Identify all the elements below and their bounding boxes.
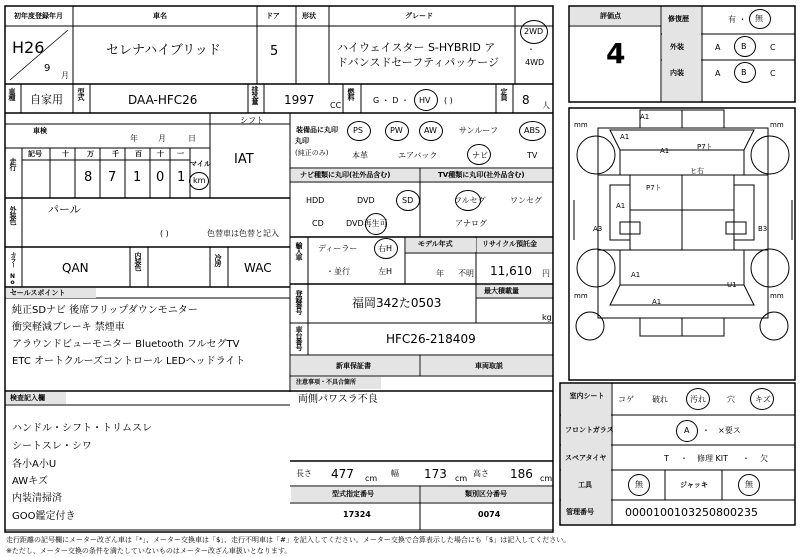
type-no-label: 型式指定番号 xyxy=(332,490,374,498)
mileage-digit-1: 7 xyxy=(108,170,117,185)
model-year-label: モデル年式 xyxy=(418,240,453,248)
repair-none: 無 xyxy=(755,14,763,23)
grade-line2: ドバンスドセーフティパッケージ xyxy=(337,56,500,69)
import-dealer: ディーラー xyxy=(318,244,358,253)
type-no: 17324 xyxy=(343,510,371,519)
sales-line-2: アラウンドビューモニター Bluetooth フルセグTV xyxy=(12,339,240,350)
shaken-label: 車検 xyxy=(33,127,47,135)
shift-label: シフト xyxy=(240,116,264,125)
glass-a: A xyxy=(684,426,690,435)
ext-grade-b: B xyxy=(741,42,747,51)
equip-label: 装備品に丸印 xyxy=(296,126,338,134)
mileage-digit-0: 8 xyxy=(84,170,93,185)
tv-analog: アナログ xyxy=(455,219,487,228)
equip-sunroof: サンルーフ xyxy=(459,126,498,135)
equip-label-2: 丸印 xyxy=(295,137,309,145)
shape-label: 形状 xyxy=(302,12,316,20)
inspector-line-1: シートスレ・シワ xyxy=(12,441,92,452)
capacity-unit: 人 xyxy=(542,101,550,110)
plate-label: 登録番号 xyxy=(295,290,303,314)
sales-line-0: 純正SDナビ 後席フリップダウンモニター xyxy=(12,305,198,316)
color-value: パール xyxy=(48,203,81,216)
import-label: 輸入車 xyxy=(295,242,303,260)
mm-label: mm xyxy=(574,292,588,300)
height-unit: cm xyxy=(540,474,553,483)
glass-replace: ×要ス xyxy=(718,426,741,435)
equip-sub: (純正のみ) xyxy=(295,149,329,157)
digit-label-3: 百 xyxy=(135,150,142,158)
doors-label: ドア xyxy=(266,12,280,20)
max-load-label: 最大積載量 xyxy=(484,287,519,295)
score-label: 評価点 xyxy=(600,12,621,20)
seat-hole: 穴 xyxy=(727,395,735,404)
drive-4wd: 4WD xyxy=(525,58,545,67)
equip-abs: ABS xyxy=(524,126,540,135)
usage-label: 車種 xyxy=(8,88,16,100)
interior-label: 内装 xyxy=(670,69,684,77)
ext-grade-c: C xyxy=(770,43,776,52)
equip-tv: TV xyxy=(527,151,538,160)
jack-label: ジャッキ xyxy=(680,481,708,489)
spare-label: スペアタイヤ xyxy=(565,454,607,462)
door-count: 5 xyxy=(270,44,279,59)
glass-dot: ・ xyxy=(702,426,710,435)
mileage-label: 走行 xyxy=(9,158,17,170)
colorno-label: カラー No. xyxy=(9,252,16,291)
dmg-mark: P7ト xyxy=(697,143,713,151)
drive-2wd: 2WD xyxy=(524,27,544,36)
inspector-line-4: 内装清掃済 xyxy=(12,493,62,504)
dmg-mark: B3 xyxy=(758,225,768,233)
dmg-mark: A3 xyxy=(593,225,603,233)
nav-sd: SD xyxy=(402,196,414,205)
max-load-unit: kg xyxy=(542,313,552,322)
tv-type-label: TV種類に丸印(社外品含む) xyxy=(438,171,525,179)
dmg-mark: A1 xyxy=(640,113,650,121)
tv-fullseg: フルセグ xyxy=(454,196,486,205)
tools-none: 無 xyxy=(635,480,643,489)
shift-value: IAT xyxy=(234,152,254,167)
tv-oneseg: ワンセグ xyxy=(510,196,542,205)
footer-note-1: 走行距離の記号欄にメーター改ざん車は「*」、メーター交換車は「$」、走行不明車は「#」を記入してください。メーター交換で合算表示した場合にも「$」は記入してください。 xyxy=(6,536,571,544)
fuel-options: G ・ D ・ xyxy=(373,96,409,105)
mgmt-number: 0000100103250800235 xyxy=(625,506,758,519)
equip-aw: AW xyxy=(424,126,437,135)
dmg-mark: P7ト xyxy=(646,184,662,192)
inspector-line-0: ハンドル・シフト・トリムスレ xyxy=(12,423,152,434)
jack-none: 無 xyxy=(745,480,753,489)
mm-label: mm xyxy=(770,121,784,129)
int-grade-a: A xyxy=(715,69,721,78)
capacity-label: 定員 xyxy=(500,88,508,100)
capacity: 8 xyxy=(522,93,530,107)
recycle-yen: 円 xyxy=(542,269,550,278)
seat-scorch: コゲ xyxy=(618,395,634,404)
nav-dvd: DVD xyxy=(357,196,375,205)
spare-dot2: ・ xyxy=(742,454,750,463)
mm-label: mm xyxy=(574,121,588,129)
inspector-line-3: AWキズ xyxy=(12,476,48,487)
length-unit: cm xyxy=(365,474,378,483)
height-label: 高さ xyxy=(473,469,489,478)
fuel-label: 燃料 xyxy=(347,88,355,100)
spare-t: T xyxy=(664,454,669,463)
nav-dvdplay: DVD再生可 xyxy=(346,219,388,228)
model-year-unit: 年 xyxy=(436,269,444,278)
digit-label-0: 十 xyxy=(62,150,69,158)
manual-label: 車両取説 xyxy=(475,362,503,370)
dmg-mark: A1 xyxy=(616,202,626,210)
seat-scratch: キズ xyxy=(755,395,771,404)
cooling-value: WAC xyxy=(244,261,272,275)
width-value: 173 xyxy=(424,467,447,481)
interior-seat-label: 室内シート xyxy=(569,392,605,400)
tools-label: 工具 xyxy=(578,481,592,489)
frame-number: HFC26-218409 xyxy=(386,332,476,346)
month-unit: 月 xyxy=(61,71,69,80)
inspector-line-2: 各小A小U xyxy=(12,459,57,470)
spare-dot1: ・ xyxy=(680,454,688,463)
interior-color-label: 内装色 xyxy=(134,252,142,270)
class-no: 0074 xyxy=(478,510,501,519)
equip-ps: PS xyxy=(353,126,363,135)
shaken-month-unit: 月 xyxy=(158,134,166,143)
ext-grade-a: A xyxy=(715,43,721,52)
equip-leather: 本革 xyxy=(352,151,368,160)
fuel-hv: HV xyxy=(419,96,431,105)
warranty-label: 新車保証書 xyxy=(336,362,371,370)
recycle-label: リサイクル預託金 xyxy=(482,240,538,248)
repair-label: 修復歴 xyxy=(668,15,689,23)
equip-pw: PW xyxy=(390,126,403,135)
usage: 自家用 xyxy=(30,93,63,106)
model-label: 型式 xyxy=(77,88,85,100)
plate-number: 福岡342た0503 xyxy=(352,296,442,310)
cooling-label: 冷房 xyxy=(214,254,222,266)
model-code: DAA-HFC26 xyxy=(128,93,198,107)
footer-note-2: ※ただし、メーター交換の条件を満たしていないものはメーター改ざん車扱いとなります。 xyxy=(6,547,292,555)
dmg-mark: A1 xyxy=(660,147,670,155)
spare-none: 欠 xyxy=(760,454,768,463)
sales-line-3: ETC オートクルーズコントロール LEDヘッドライト xyxy=(12,356,246,367)
int-grade-c: C xyxy=(770,69,776,78)
digit-label-2: 千 xyxy=(112,150,119,158)
nav-hdd: HDD xyxy=(306,196,325,205)
dmg-mark: ヒ右 xyxy=(690,167,704,175)
colorno-value: QAN xyxy=(62,261,89,275)
grade-line1: ハイウェイスター S-HYBRID ア xyxy=(337,41,496,54)
equip-airbag: エアバック xyxy=(398,151,438,160)
color-note: 色替車は色替と記入 xyxy=(207,229,279,238)
frame-label: 車台番号 xyxy=(295,326,303,350)
mile-label: マイル xyxy=(190,160,211,168)
dmg-mark: A1 xyxy=(652,298,662,306)
import-parallel: ・並行 xyxy=(326,267,350,276)
color-label: 外装色 xyxy=(9,206,17,224)
inspector-label: 検査記入欄 xyxy=(10,394,45,402)
seat-stain: 汚れ xyxy=(690,395,706,404)
notes-value: 両側パワスラ不良 xyxy=(298,394,378,405)
first-reg-label: 初年度登録年月 xyxy=(14,12,63,20)
import-right: 右H xyxy=(378,244,393,253)
nav-type-label: ナビ種類に丸印(社外品含む) xyxy=(300,171,391,179)
class-no-label: 類別区分番号 xyxy=(465,490,507,498)
dmg-mark: A1 xyxy=(631,271,641,279)
mileage-digit-2: 1 xyxy=(133,170,142,185)
digit-label-4: 十 xyxy=(157,150,164,158)
seat-tear: 破れ xyxy=(652,395,668,404)
first-reg-era: H26 xyxy=(12,38,45,57)
mileage-digit-3: 0 xyxy=(156,170,165,185)
height-value: 186 xyxy=(510,467,533,481)
displacement: 1997 xyxy=(284,93,315,107)
digit-label-5: 一 xyxy=(177,150,184,158)
mgmt-label: 管理番号 xyxy=(566,508,594,516)
spare-kit: 修理 KIT xyxy=(697,454,729,463)
int-grade-b: B xyxy=(741,68,747,77)
km-label: km xyxy=(193,176,206,185)
disp-unit: CC xyxy=(330,101,342,110)
inspector-line-5: GOO鑑定付き xyxy=(12,511,76,522)
mileage-digit-4: 1 xyxy=(177,170,186,185)
import-left: 左H xyxy=(378,267,393,276)
sales-label: セールスポイント xyxy=(10,289,66,297)
displacement-label: 排気量 xyxy=(251,86,259,104)
nav-cd: CD xyxy=(312,219,324,228)
fuel-other: ( ) xyxy=(444,96,453,105)
repair-yes: 有 ・ xyxy=(728,15,747,24)
first-reg-month: 9 xyxy=(44,63,51,74)
notes-label: 注意事項・不具合箇所 xyxy=(296,379,357,386)
car-name: セレナハイブリッド xyxy=(106,43,221,58)
shaken-year-unit: 年 xyxy=(130,134,138,143)
width-unit: cm xyxy=(455,474,468,483)
dmg-mark: A1 xyxy=(620,133,630,141)
color-paren: ( ) xyxy=(160,229,169,238)
width-label: 幅 xyxy=(391,469,399,478)
length-label: 長さ xyxy=(296,469,312,478)
sales-line-1: 衝突軽減ブレーキ 禁煙車 xyxy=(12,322,125,333)
score-value: 4 xyxy=(606,37,626,70)
grade-label: グレード xyxy=(405,12,433,20)
shaken-day-unit: 日 xyxy=(188,134,196,143)
digit-label-1: 万 xyxy=(87,150,94,158)
equip-navi: ナビ xyxy=(472,151,488,160)
mileage-sub: 記号 xyxy=(28,150,42,158)
dmg-mark: U1 xyxy=(727,281,737,289)
model-year-unknown: 不明 xyxy=(458,269,474,278)
length-value: 477 xyxy=(331,467,354,481)
exterior-label: 外装 xyxy=(670,43,684,51)
glass-label: フロントガラス xyxy=(565,426,614,434)
recycle-value: 11,610 xyxy=(490,264,532,278)
car-name-label: 車名 xyxy=(153,12,167,20)
drive-dot: ・ xyxy=(527,45,535,54)
mm-label: mm xyxy=(770,292,784,300)
